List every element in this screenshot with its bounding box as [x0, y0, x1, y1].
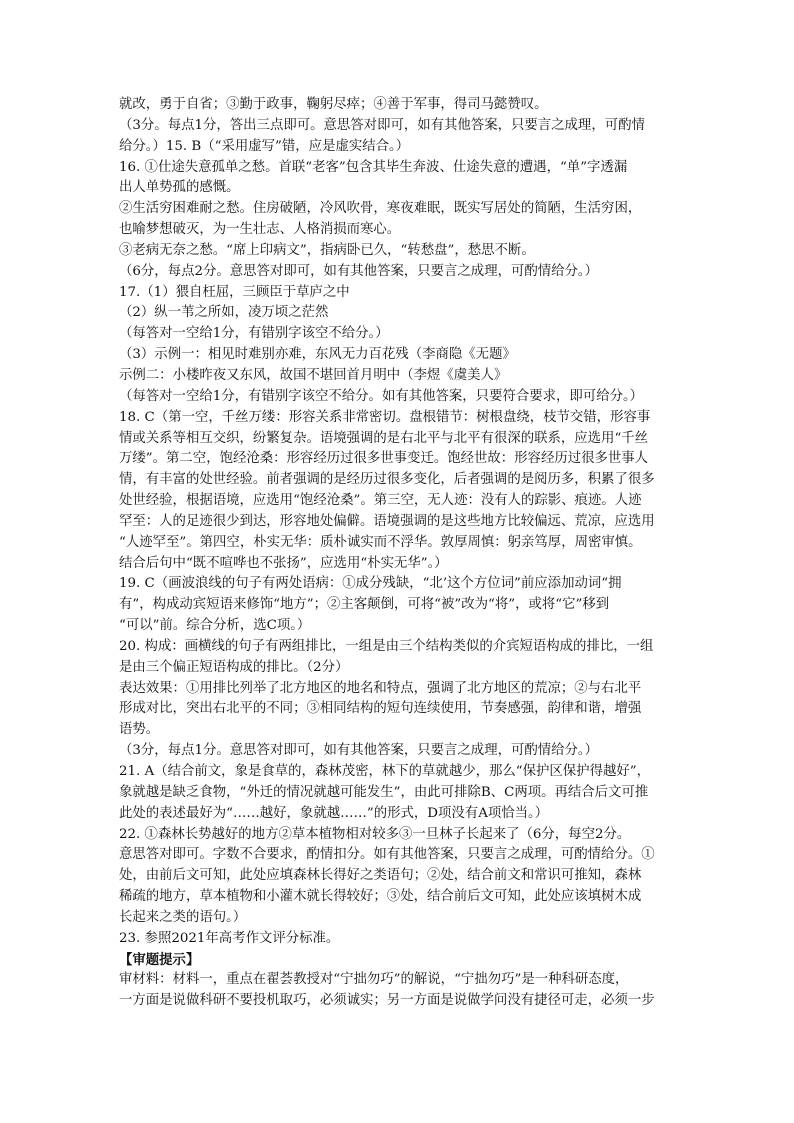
text-line: 结合后句中“既不喧哗也不张扬”，应选用“朴实无华”。）	[119, 555, 448, 571]
text-line: “可以”前。综合分析，选C项。）	[119, 618, 311, 634]
text-line: 17.（1）猥自枉屈，三顾臣于草庐之中	[119, 284, 350, 300]
text-line: 22. ①森林长势越好的地方②草本植物相对较多③一旦林子长起来了（6分，每空2分。	[119, 826, 631, 842]
text-line: （3）示例一：相见时难别亦难，东风无力百花残（李商隐《无题》	[119, 347, 516, 363]
text-line: 情，有丰富的处世经验。前者强调的是经历过很多变化，后者强调的是阅历多，积累了很多	[119, 472, 655, 488]
text-line: “人迹罕至”。第四空，朴实无华：质朴诚实而不浮华。敦厚周慎：躬亲笃厚，周密审慎。	[119, 534, 642, 550]
text-line: 表达效果：①用排比列举了北方地区的地名和特点，强调了北方地区的荒凉；②与右北平	[119, 680, 642, 696]
section-heading: 【审题提示】	[119, 951, 200, 968]
text-line: 形成对比，突出右北平的不同；③相同结构的短句连续使用，节奏感强，韵律和谐，增强	[119, 701, 642, 717]
text-line: （6分，每点2分。意思答对即可，如有其他答案，只要言之成理，可酌情给分。）	[119, 263, 599, 279]
text-line: （3分。每点1分，答出三点即可。意思答对即可，如有其他答案，只要言之成理，可酌情	[119, 117, 645, 133]
text-line: 象就越是缺乏食物，“外迁的情况就越可能发生”，由此可排除B、C两项。再结合后文可推	[119, 784, 649, 800]
text-line: 20. 构成：画横线的句子有两组排比，一组是由三个结构类似的介宾短语构成的排比，一组	[119, 638, 654, 654]
text-line: 稀疏的地方，草本植物和小灌木就长得较好；③处，结合前后文可知，此处应该填树木成	[119, 889, 642, 905]
text-line: ③老病无奈之愁。“席上印病文”，指病卧已久，“转愁盘”，愁思不断。	[119, 242, 535, 258]
text-line: 审材料：材料一，重点在翟荟教授对“宁拙勿巧”的解说，“宁拙勿巧”是一种科研态度，	[119, 972, 629, 988]
text-line: （3分，每点1分。意思答对即可，如有其他答案，只要言之成理，可酌情给分。）	[119, 743, 599, 759]
text-line: 示例二：小楼昨夜又东风，故国不堪回首月明中（李煜《虞美人》	[119, 367, 508, 383]
text-line: 万缕”。第二空，饱经沧桑：形容经历过很多世事变迁。饱经世故：形容经历过很多世事人	[119, 451, 649, 467]
text-line: 长起来之类的语句。）	[119, 909, 247, 925]
text-line: 此处的表述最好为“……越好，象就越……”的形式，D项没有A项恰当。）	[119, 805, 549, 821]
text-line: 一方面是说做科研不要投机取巧，必须诚实；另一方面是说做学问没有捷径可走，必须一步	[119, 993, 655, 1009]
text-line: （每答对一空给1分，有错别字该空不给分。）	[119, 326, 389, 342]
text-line: 给分。）15. B（“采用虚写”错，应是虚实结合。）	[119, 138, 410, 154]
text-line: 19. C（画波浪线的句子有两处语病：①成分残缺，“北’这个方位词”前应添加动词“拥	[119, 576, 622, 592]
text-line: 情或关系等相互交织，纷繁复杂。语境强调的是右北平与北平有很深的联系，应选用“千丝	[119, 430, 649, 446]
answer-key-text	[119, 95, 685, 1012]
text-line: ②生活穷困难耐之愁。住房破陋，冷风吹骨，寒夜难眠，既实写居处的简陋，生活穷困，	[119, 201, 642, 217]
text-line: 也喻梦想破灭，为一生壮志、人格消损而寒心。	[119, 222, 401, 238]
text-line: 21. A（结合前文，象是食草的，森林茂密，林下的草就越少，那么“保护区保护得越好”，	[119, 764, 650, 779]
text-line: 23. 参照2021年高考作文评分标准。	[119, 930, 340, 946]
text-line: 有”，构成动宾短语来修饰“地方”；②主客颠倒，可将“被”改为“将”，或将“它”移到	[119, 597, 610, 613]
text-line: 就改，勇于自省；③勤于政事，鞠躬尽瘁；④善于军事，得司马懿赞叹。	[119, 97, 548, 112]
text-line: 是由三个偏正短语构成的排比。（2分）	[119, 659, 349, 675]
text-line: 处，由前后文可知，此处应填森林长得好之类语句；②处，结合前文和常识可推知，森林	[119, 868, 642, 884]
text-line: （每答对一空给1分，有错别字该空不给分。如有其他答案，只要符合要求，即可给分。）	[119, 388, 644, 404]
text-line: 语势。	[119, 722, 160, 738]
text-line: （2）纵一苇之所如，凌万顷之茫然	[119, 305, 329, 321]
text-line: 罕至：人的足迹很少到达，形容地处偏僻。语境强调的是这些地方比较偏远、荒凉，应选用	[119, 513, 655, 529]
text-line: 16. ①仕途失意孤单之愁。首联“老客”包含其毕生奔波、仕途失意的遭遇，“单”字透漏	[119, 159, 628, 175]
text-line: 出人单势孤的感慨。	[119, 180, 240, 196]
text-line: 处世经验，根据语境，应选用“饱经沧桑”。第三空，无人迹：没有人的踪影、痕迹。人迹	[119, 493, 642, 509]
text-line: 意思答对即可。字数不合要求，酌情扣分。如有其他答案，只要言之成理，可酌情给分。①	[119, 847, 655, 863]
text-line: 18. C（第一空，千丝万缕：形容关系非常密切。盘根错节：树根盘绕，枝节交错，形容事	[119, 409, 651, 425]
